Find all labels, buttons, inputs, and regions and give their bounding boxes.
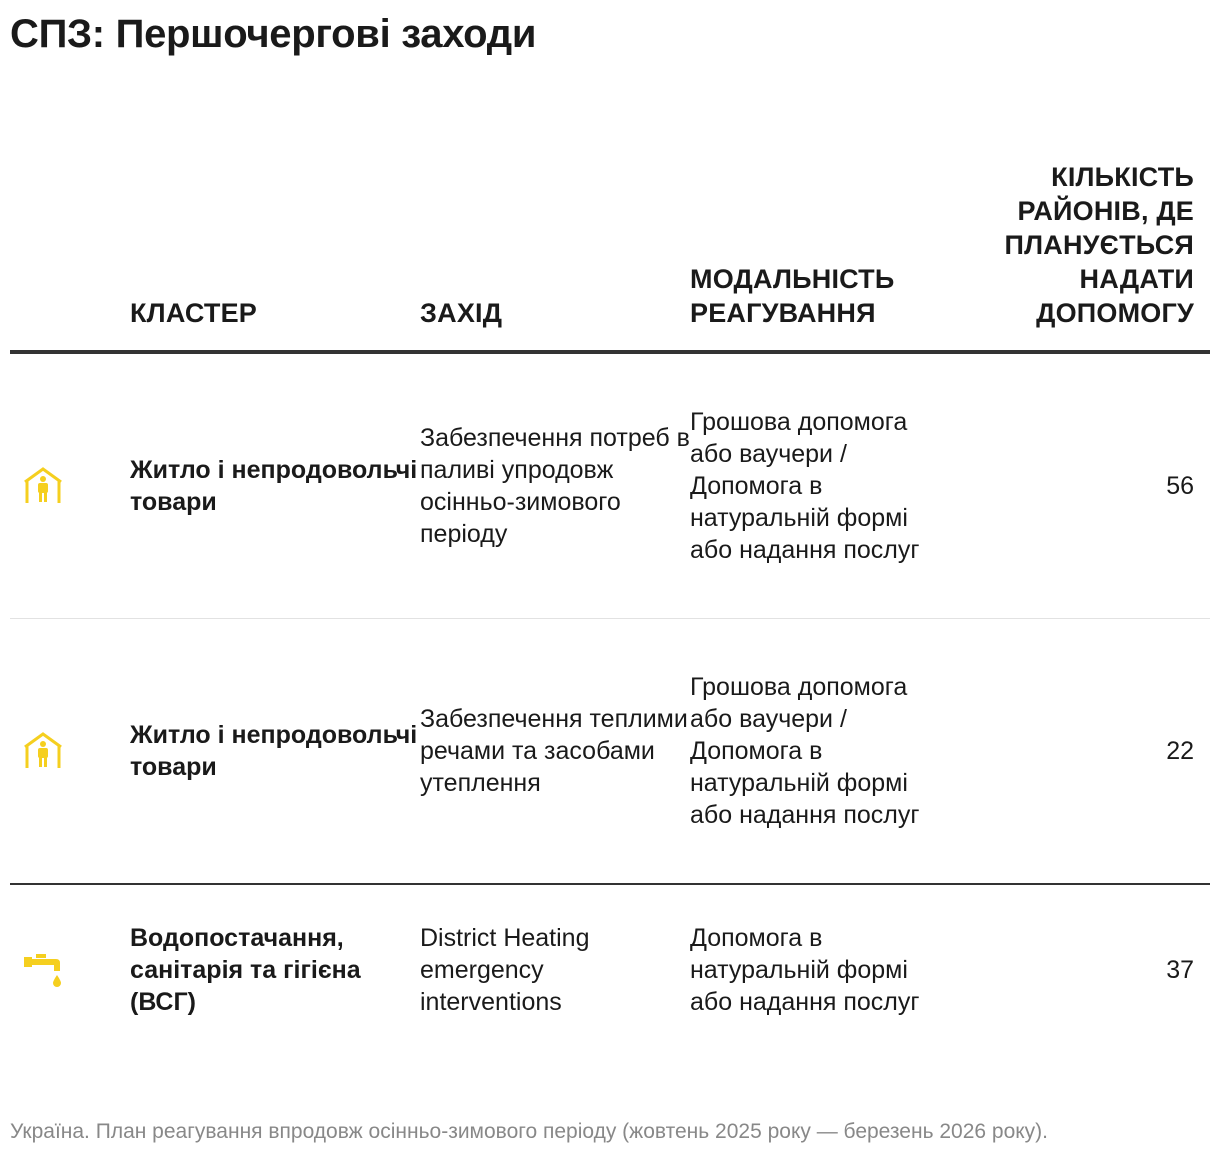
cluster-cell: Водопостачання, санітарія та гігієна (ВСГ) <box>130 924 361 1016</box>
modality-cell: Допомога в натуральній формі або надання послуг <box>690 924 920 1016</box>
cluster-cell: Житло і непродовольчі товари <box>130 619 420 885</box>
source-note: Україна. План реагування впродовж осінньо-зимового періоду (жовтень 2025 року — березень 2026 року). <box>10 1120 1049 1143</box>
header-modality: МОДАЛЬНІСТЬ РЕАГУВАННЯ <box>690 160 950 352</box>
modality-cell: Грошова допомога або ваучери / Допомога в натуральній формі або надання послуг <box>690 619 950 885</box>
table-header-row <box>10 160 1210 352</box>
count-cell: 37 <box>1166 956 1194 984</box>
icon-cell <box>10 352 130 619</box>
header-cluster: КЛАСТЕР <box>130 160 420 352</box>
measure-cell: Забезпечення потреб в паливі упродовж осінньо-зимового періоду <box>420 352 690 619</box>
water-tap-icon <box>22 949 64 991</box>
measure-cell: Забезпечення теплими речами та засобами утеплення <box>420 619 690 885</box>
icon-cell <box>10 619 130 885</box>
shelter-icon <box>22 730 64 772</box>
table-row <box>10 884 1210 1055</box>
measures-table <box>10 160 1210 1055</box>
header-measure: ЗАХІД <box>420 160 690 352</box>
shelter-icon <box>22 465 64 507</box>
cluster-cell: Житло і непродовольчі товари <box>130 352 420 619</box>
count-cell: 56 <box>950 352 1210 619</box>
table-row <box>10 352 1210 619</box>
icon-cell <box>10 884 130 1055</box>
header-count: КІЛЬКІСТЬ РАЙОНІВ, ДЕ ПЛАНУЄТЬСЯ НАДАТИ ДОПОМОГУ <box>950 160 1210 352</box>
page-title: СПЗ: Першочергові заходи <box>10 12 537 56</box>
modality-cell: Грошова допомога або ваучери / Допомога в натуральній формі або надання послуг <box>690 352 950 619</box>
table-row <box>10 619 1210 885</box>
count-cell: 22 <box>950 619 1210 885</box>
measure-cell: District Heating emergency interventions <box>420 924 590 1016</box>
header-icon-spacer <box>10 160 130 352</box>
